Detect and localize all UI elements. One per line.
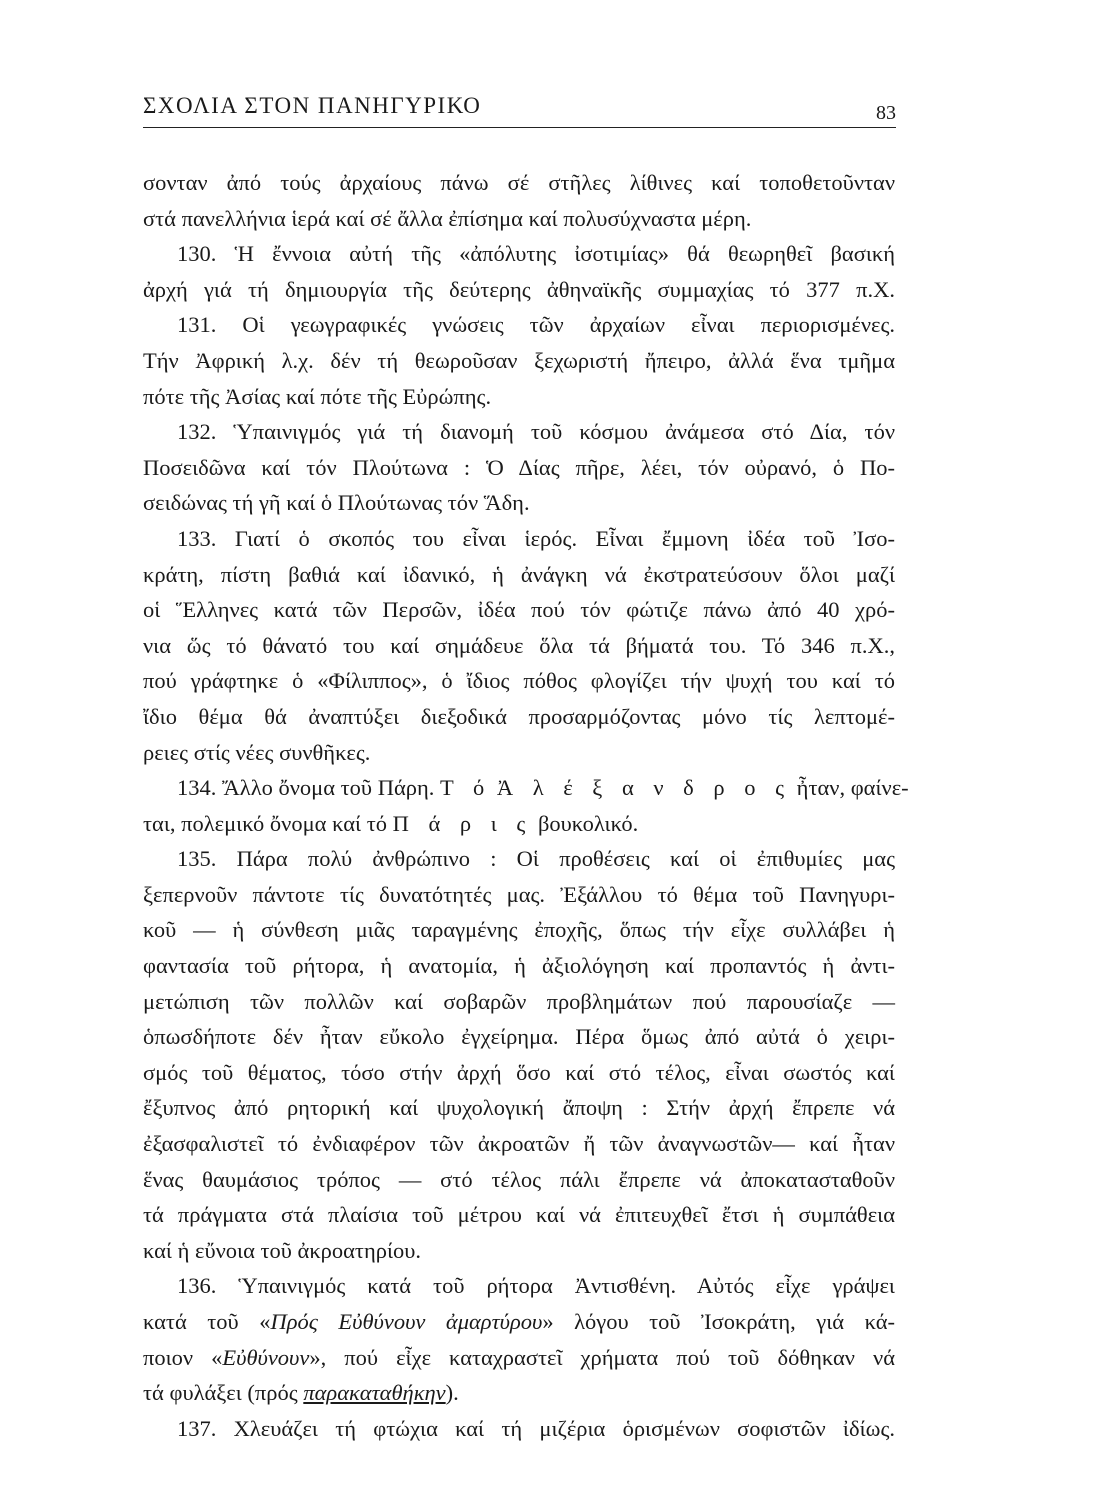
text-line: Τήν Ἀφρική λ.χ. δέν τή θεωροῦσαν ξεχωριστή ἤπειρο, ἀλλά ἕνα τμῆμα bbox=[143, 347, 895, 373]
italic-title: Πρός Εὐθύνουν ἀμαρτύρου bbox=[270, 1309, 543, 1334]
text-line: σονταν ἀπό τούς ἀρχαίους πάνω σέ στῆλες λίθινες καί τοποθετοῦνταν bbox=[143, 170, 895, 195]
spaced-name-alexandros: Ἀ λ έ ξ α ν δ ρ ο ς bbox=[496, 775, 792, 801]
text-run: ). bbox=[445, 1380, 459, 1406]
text-run: ται, πολεμικό ὄνομα καί τό bbox=[143, 810, 387, 836]
spaced-name-paris: Π ά ρ ι ς bbox=[392, 810, 533, 836]
text-run: τά φυλάξει (πρός bbox=[143, 1380, 298, 1406]
note-134-line bbox=[143, 770, 909, 806]
italic-term: παρακαταθήκην bbox=[303, 1380, 446, 1406]
text-line: ἴδιο θέμα θά ἀναπτύξει διεξοδικά προσαρμόζοντας μόνο τίς λεπτομέ- bbox=[143, 703, 895, 729]
text-run: ἦταν, φαίνε- bbox=[796, 775, 909, 801]
text-line: κράτη, πίστη βαθιά καί ἰδανικό, ἡ ἀνάγκη νά ἐκστρατεύσουν ὅλοι μαζί bbox=[143, 561, 895, 587]
text-line: ἀρχή γιά τή δημιουργία τῆς δεύτερης ἀθηναϊκῆς συμμαχίας τό 377 π.Χ. bbox=[143, 276, 895, 302]
text-run: βουκολικό. bbox=[537, 810, 639, 836]
text-run: » λόγου τοῦ Ἰσοκράτη, γιά κά- bbox=[542, 1309, 895, 1334]
text-line: στά πανελλήνια ἱερά καί σέ ἄλλα ἐπίσημα καί πολυσύχναστα μέρη. bbox=[143, 205, 752, 231]
text-line: ρειες στίς νέες συνθῆκες. bbox=[143, 739, 371, 765]
text-line bbox=[143, 806, 895, 842]
text-line: τά πράγματα στά πλαίσια τοῦ μέτρου καί νά ἐπιτευχθεῖ ἔτσι ἡ συμπάθεια bbox=[143, 1202, 895, 1228]
text-line: ξεπερνοῦν πάντοτε τίς δυνατότητές μας. Ἐξάλλου τό θέμα τοῦ Πανηγυρι- bbox=[143, 881, 895, 907]
text-line: ὁπωσδήποτε δέν ἦταν εὔκολο ἐγχείρημα. Πέρα ὅμως ἀπό αὐτά ὁ χειρι- bbox=[143, 1024, 895, 1050]
spaced-word: Τ ό bbox=[439, 775, 492, 801]
text-line: οἱ Ἕλληνες κατά τῶν Περσῶν, ἰδέα πού τόν φώτιζε πάνω ἀπό 40 χρό- bbox=[143, 597, 895, 623]
text-line: μετώπιση τῶν πολλῶν καί σοβαρῶν προβλημάτων πού παρουσίαζε — bbox=[143, 988, 895, 1014]
text-line: πότε τῆς Ἀσίας καί πότε τῆς Εὐρώπης. bbox=[143, 383, 492, 409]
text-line: νια ὥς τό θάνατό του καί σημάδευε ὅλα τά βήματά του. Τό 346 π.Χ., bbox=[143, 632, 895, 658]
text-line: κοῦ — ἡ σύνθεση μιᾶς ταραγμένης ἐποχῆς, ὅπως τήν εἶχε συλλάβει ἡ bbox=[143, 917, 895, 943]
text-line: σειδώνας τή γῆ καί ὁ Πλούτωνας τόν Ἅδη. bbox=[143, 490, 530, 516]
text-line bbox=[143, 1304, 895, 1340]
text-run: κατά τοῦ « bbox=[143, 1309, 271, 1334]
running-head: ΣΧΟΛΙΑ ΣΤΟΝ ΠΑΝΗΓΥΡΙΚΟ bbox=[143, 93, 482, 118]
note-132-line: 132. Ὑπαινιγμός γιά τή διανομή τοῦ κόσμου ἀνάμεσα στό Δία, τόν bbox=[177, 419, 895, 445]
italic-name: Εὐθύνουν bbox=[222, 1344, 310, 1370]
body-text bbox=[143, 165, 909, 1446]
text-line: Ποσειδῶνα καί τόν Πλούτωνα : Ὁ Δίας πῆρε, λέει, τόν οὐρανό, ὁ Πο- bbox=[143, 454, 895, 480]
text-line: ἔξυπνος ἀπό ρητορική καί ψυχολογική ἄποψη : Στήν ἀρχή ἔπρεπε νά bbox=[143, 1095, 895, 1121]
text-line: πού γράφτηκε ὁ «Φίλιππος», ὁ ἴδιος πόθος φλογίζει τήν ψυχή του καί τό bbox=[143, 668, 895, 694]
page-number: 83 bbox=[876, 102, 896, 124]
note-135-line: 135. Πάρα πολύ ἀνθρώπινο : Οἱ προθέσεις καί οἱ ἐπιθυμίες μας bbox=[177, 846, 895, 872]
text-run: 134. Ἄλλο ὄνομα τοῦ Πάρη. bbox=[177, 775, 435, 801]
header-rule bbox=[143, 127, 896, 128]
note-131-line: 131. Οἱ γεωγραφικές γνώσεις τῶν ἀρχαίων εἶναι περιορισμένες. bbox=[177, 312, 895, 338]
text-run: ποιον « bbox=[143, 1344, 223, 1370]
text-line: ἐξασφαλιστεῖ τό ἐνδιαφέρον τῶν ἀκροατῶν ἤ τῶν ἀναγνωστῶν— καί ἦταν bbox=[143, 1131, 895, 1157]
note-133-line: 133. Γιατί ὁ σκοπός του εἶναι ἱερός. Εἶναι ἔμμονη ἰδέα τοῦ Ἰσο- bbox=[177, 525, 895, 551]
text-line bbox=[143, 1340, 895, 1376]
text-line: φαντασία τοῦ ρήτορα, ἡ ανατομία, ἡ ἀξιολόγηση καί προπαντός ἡ ἀντι- bbox=[143, 953, 895, 979]
text-line: σμός τοῦ θέματος, τόσο στήν ἀρχή ὅσο καί στό τέλος, εἶναι σωστός καί bbox=[143, 1059, 895, 1085]
text-run: », πού εἶχε καταχραστεῖ χρήματα πού τοῦ δόθηκαν νά bbox=[309, 1344, 895, 1370]
note-136-line: 136. Ὑπαινιγμός κατά τοῦ ρήτορα Ἀντισθένη. Αὐτός εἶχε γράψει bbox=[177, 1273, 895, 1299]
text-line: ἕνας θαυμάσιος τρόπος — στό τέλος πάλι ἔπρεπε νά ἀποκατασταθοῦν bbox=[143, 1166, 895, 1192]
note-130-line: 130. Ἡ ἔννοια αὐτή τῆς «ἀπόλυτης ἰσοτιμίας» θά θεωρηθεῖ βασική bbox=[177, 241, 895, 267]
note-137-line: 137. Χλευάζει τή φτώχια καί τή μιζέρια ὁρισμένων σοφιστῶν ἰδίως. bbox=[177, 1415, 895, 1441]
text-line: καί ἡ εὔνοια τοῦ ἀκροατηρίου. bbox=[143, 1237, 422, 1263]
text-line bbox=[143, 1375, 895, 1411]
